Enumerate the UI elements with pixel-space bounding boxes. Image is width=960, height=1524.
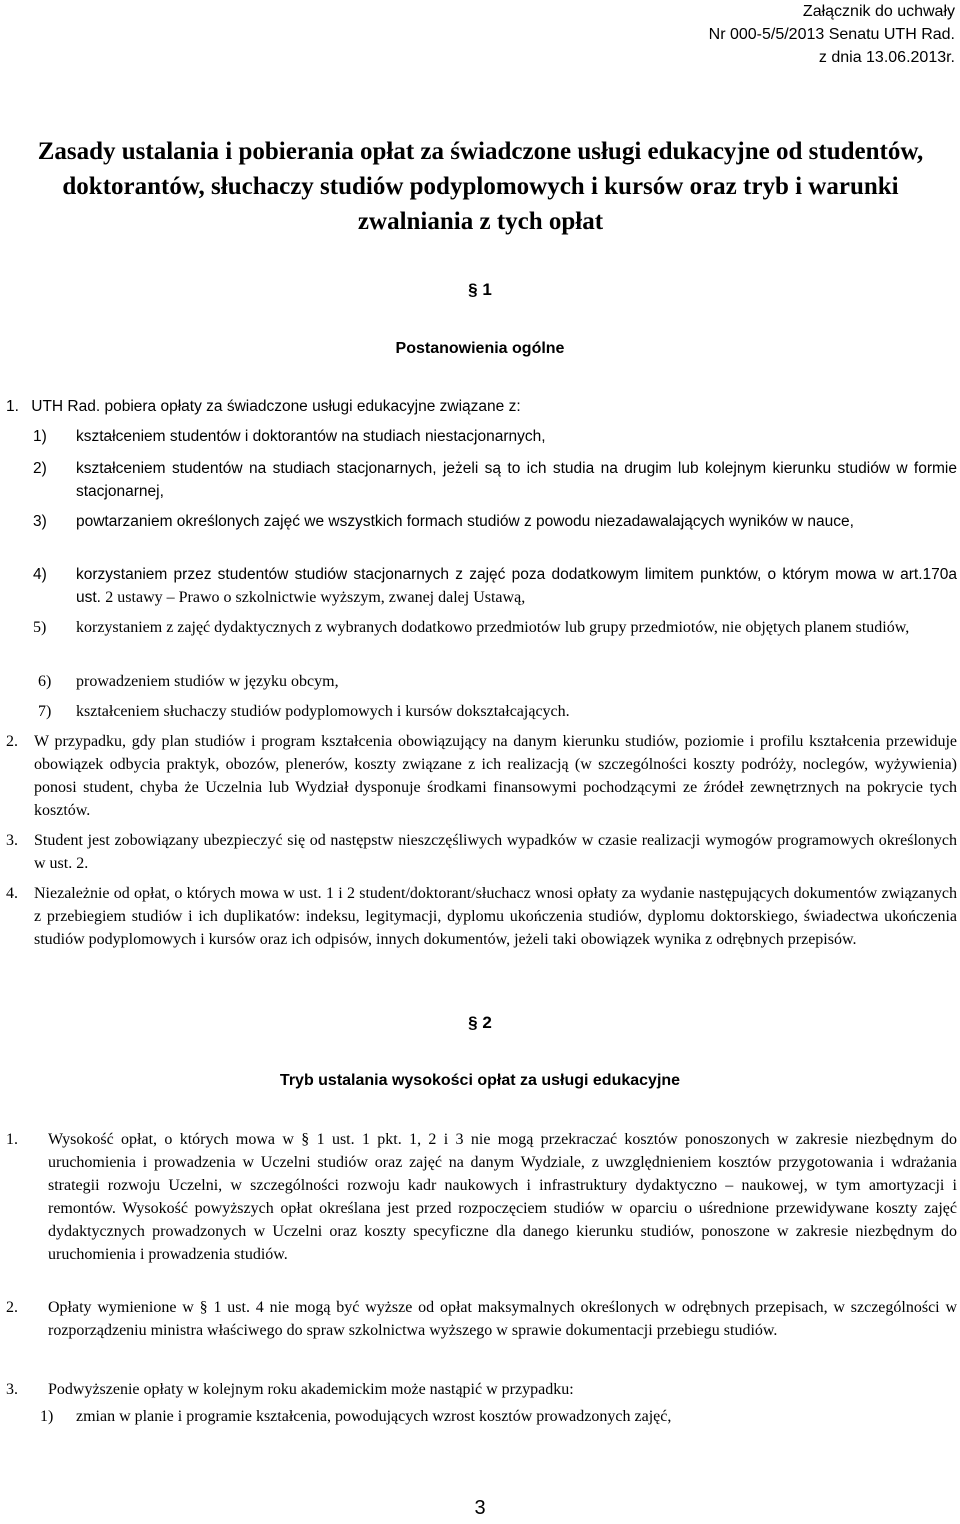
s1-p1-number: 1. [6,398,19,415]
s1-paragraph-3: 3. Student jest zobowiązany ubezpieczyć się od następstw nieszczęśliwych wypadków w czasie realizacji wymogów programowych określonych w ust. 2. [6,832,957,872]
page-number: 3 [474,1497,486,1519]
s2-paragraph-2: 2. Opłaty wymienione w § 1 ust. 4 nie mogą być wyższe od opłat maksymalnych określonych w odrębnych przepisach, w szczególności w rozporządzeniu ministra właściwego do spraw szkolnictwa wyższego w sprawie dokumentacji przebiegu studiów. [6,1299,957,1339]
s2-paragraph-3: 3. Podwyższenie opłaty w kolejnym roku akademickim może nastąpić w przypadku: [6,1381,574,1398]
document-page: Załącznik do uchwały Nr 000-5/5/2013 Senatu UTH Rad. z dnia 13.06.2013r. Zasady ustalania i pobierania opłat za świadczone usługi edukacyjne od studentów, doktorantów, słuchaczy studiów podyplomowych i kursów oraz tryb i warunki zwalniania z tych opłat § 1 Postanowienia ogólne 1. UTH Rad. pobiera opłaty za świadczone usługi edukacyjne związane z: 1) kształceniem studentów i doktorantów na studiach niestacjonarnych, 2) kształceniem studentów na studiach stacjonarnych, jeżeli są to ich studia na drugim lub kolejnym kierunku studiów w formie stacjonarnej, 3) powtarzaniem określonych zajęć we wszystkich formach studiów z powodu niezadawalających wyników w nauce, 4) korzystaniem przez studentów studiów stacjonarnych z zajęć poza dodatkowym limitem punktów, o którym mowa w art.170a ust. 2 ustawy – Prawo o szkolnictwie wyższym, zwanej dalej Ustawą, 5) korzystaniem z zajęć dydaktycznych z wybranych dodatkowo przedmiotów lub grupy przedmiotów, nie objętych planem studiów, 6) prowadzeniem studiów w języku obcym, 7) kształceniem słuchaczy studiów podyplomowych i kursów dokształcających. 2. W przypadku, gdy plan studiów i program kształcenia obowiązujący na danym kierunku studiów, poziomie i profilu kształcenia przewiduje obowiązek odbycia praktyk, obozów, plenerów, koszty związane z ich realizacją (w szczególności koszty podróży, noclegów, wyżywienia) ponosi student, chyba że Uczelnia lub Wydział dysponuje środkami finansowymi pochodzącymi ze źródeł zewnętrznych na pokrycie tych kosztów. 3. Student jest zobowiązany ubezpieczyć się od następstw nieszczęśliwych wypadków w czasie realizacji wymogów programowych określonych w ust. 2. 4. Niezależnie od opłat, o których mowa w ust. 1 i 2 student/doktorant/słuchacz wnosi opłaty za wydanie następujących dokumentów związanych z przebiegiem studiów i ich duplikatów: indeksu, legitymacji, dyplomu ukończenia studiów, dyplomu doktorskiego, świadectwa ukończenia studiów podyplomowych i kursów oraz ich odpisów, innych dokumentów, jeżeli taki obowiązek wynika z odrębnych przepisów. § 2 Tryb ustalania wysokości opłat za usługi edukacyjne 1. Wysokość opłat, o których mowa w § 1 ust. 1 pkt. 1, 2 i 3 nie mogą przekraczać kosztów ponoszonych w zakresie niezbędnym do uruchomienia i prowadzenia w Uczelni studiów oraz zajęć na danym Wydziale, z uwzględnieniem kosztów przygotowania i wdrażania strategii rozwoju Uczelni, w szczególności rozwoju kadr naukowych i infrastruktury dydaktyczno – naukowej, w tym amortyzacji i remontów. Wysokość powyższych opłat określana jest przed rozpoczęciem studiów w oparciu o uśrednione przewidywane koszty zajęć dydaktycznych prowadzonych w Uczelni oraz koszty specyficzne dla danego kierunku studiów, ponoszone w zakresie niezbędnym do uruchomienia i prowadzenia studiów. 2. Opłaty wymienione w § 1 ust. 4 nie mogą być wyższe od opłat maksymalnych określonych w odrębnych przepisach, w szczególności w rozporządzeniu ministra właściwego do spraw szkolnictwa wyższego w sprawie dokumentacji przebiegu studiów. 3. Podwyższenie opłaty w kolejnym roku akademickim może nastąpić w przypadku: 1) zmian w planie i programie kształcenia, powodujących wzrost kosztów prowadzonych zajęć, 3 [0,0,960,1524]
section-1-heading: Postanowienia ogólne [395,340,565,357]
section-1-sign: § 1 [468,280,492,299]
annotation-line-2: Nr 000-5/5/2013 Senatu UTH Rad. [708,26,955,43]
annotation-line-1: Załącznik do uchwały [802,3,955,20]
list-item: 3) powtarzaniem określonych zajęć we wszystkich formach studiów z powodu niezadawalających wyników w nauce, [33,513,854,530]
document-title: Zasady ustalania i pobierania opłat za świadczone usługi edukacyjne od studentów, doktorantów, słuchaczy studiów podyplomowych i kursów oraz tryb i warunki zwalniania z tych opłat [37,138,924,235]
annotation-line-3: z dnia 13.06.2013r. [818,49,955,66]
list-item: 4) korzystaniem przez studentów studiów stacjonarnych z zajęć poza dodatkowym limitem punktów, o którym mowa w art.170a ust. 2 ustawy – Prawo o szkolnictwie wyższym, zwanej dalej Ustawą, [33,566,957,606]
list-item: 2) kształceniem studentów na studiach stacjonarnych, jeżeli są to ich studia na drugim lub kolejnym kierunku studiów w formie stacjonarnej, [33,460,957,500]
section-2-sign: § 2 [468,1013,492,1032]
s1-p1-text: UTH Rad. pobiera opłaty za świadczone usługi edukacyjne związane z: [31,398,521,415]
section-2-heading: Tryb ustalania wysokości opłat za usługi edukacyjne [279,1072,681,1089]
s2-paragraph-1: 1. Wysokość opłat, o których mowa w § 1 ust. 1 pkt. 1, 2 i 3 nie mogą przekraczać kosztów ponoszonych w zakresie niezbędnym do uruchomienia i prowadzenia w Uczelni studiów oraz zajęć na danym Wydziale, z uwzględnieniem kosztów przygotowania i wdrażania strategii rozwoju Uczelni, w szczególności rozwoju kadr naukowych i infrastruktury dydaktyczno – naukowej, w tym amortyzacji i remontów. Wysokość powyższych opłat określana jest przed rozpoczęciem studiów w oparciu o uśrednione przewidywane koszty zajęć dydaktycznych prowadzonych w Uczelni oraz koszty specyficzne dla danego kierunku studiów, ponoszone w zakresie niezbędnym do uruchomienia i prowadzenia studiów. [6,1131,957,1263]
s1-paragraph-2: 2. W przypadku, gdy plan studiów i program kształcenia obowiązujący na danym kierunku studiów, poziomie i profilu kształcenia przewiduje obowiązek odbycia praktyk, obozów, plenerów, koszty związane z ich realizacją (w szczególności koszty podróży, noclegów, wyżywienia) ponosi student, chyba że Uczelnia lub Wydział dysponuje środkami finansowymi pochodzącymi ze źródeł zewnętrznych na pokrycie tych kosztów. [6,733,957,819]
resolution-annotation [709,0,955,69]
list-item: 5) korzystaniem z zajęć dydaktycznych z wybranych dodatkowo przedmiotów lub grupy przedmiotów, nie objętych planem studiów, [33,619,910,636]
s1-paragraph-1 [6,395,906,418]
s1-paragraph-4: 4. Niezależnie od opłat, o których mowa w ust. 1 i 2 student/doktorant/słuchacz wnosi opłaty za wydanie następujących dokumentów związanych z przebiegiem studiów i ich duplikatów: indeksu, legitymacji, dyplomu ukończenia studiów, dyplomu doktorskiego, świadectwa ukończenia studiów podyplomowych i kursów oraz ich odpisów, innych dokumentów, jeżeli taki obowiązek wynika z odrębnych przepisów. [6,885,957,948]
